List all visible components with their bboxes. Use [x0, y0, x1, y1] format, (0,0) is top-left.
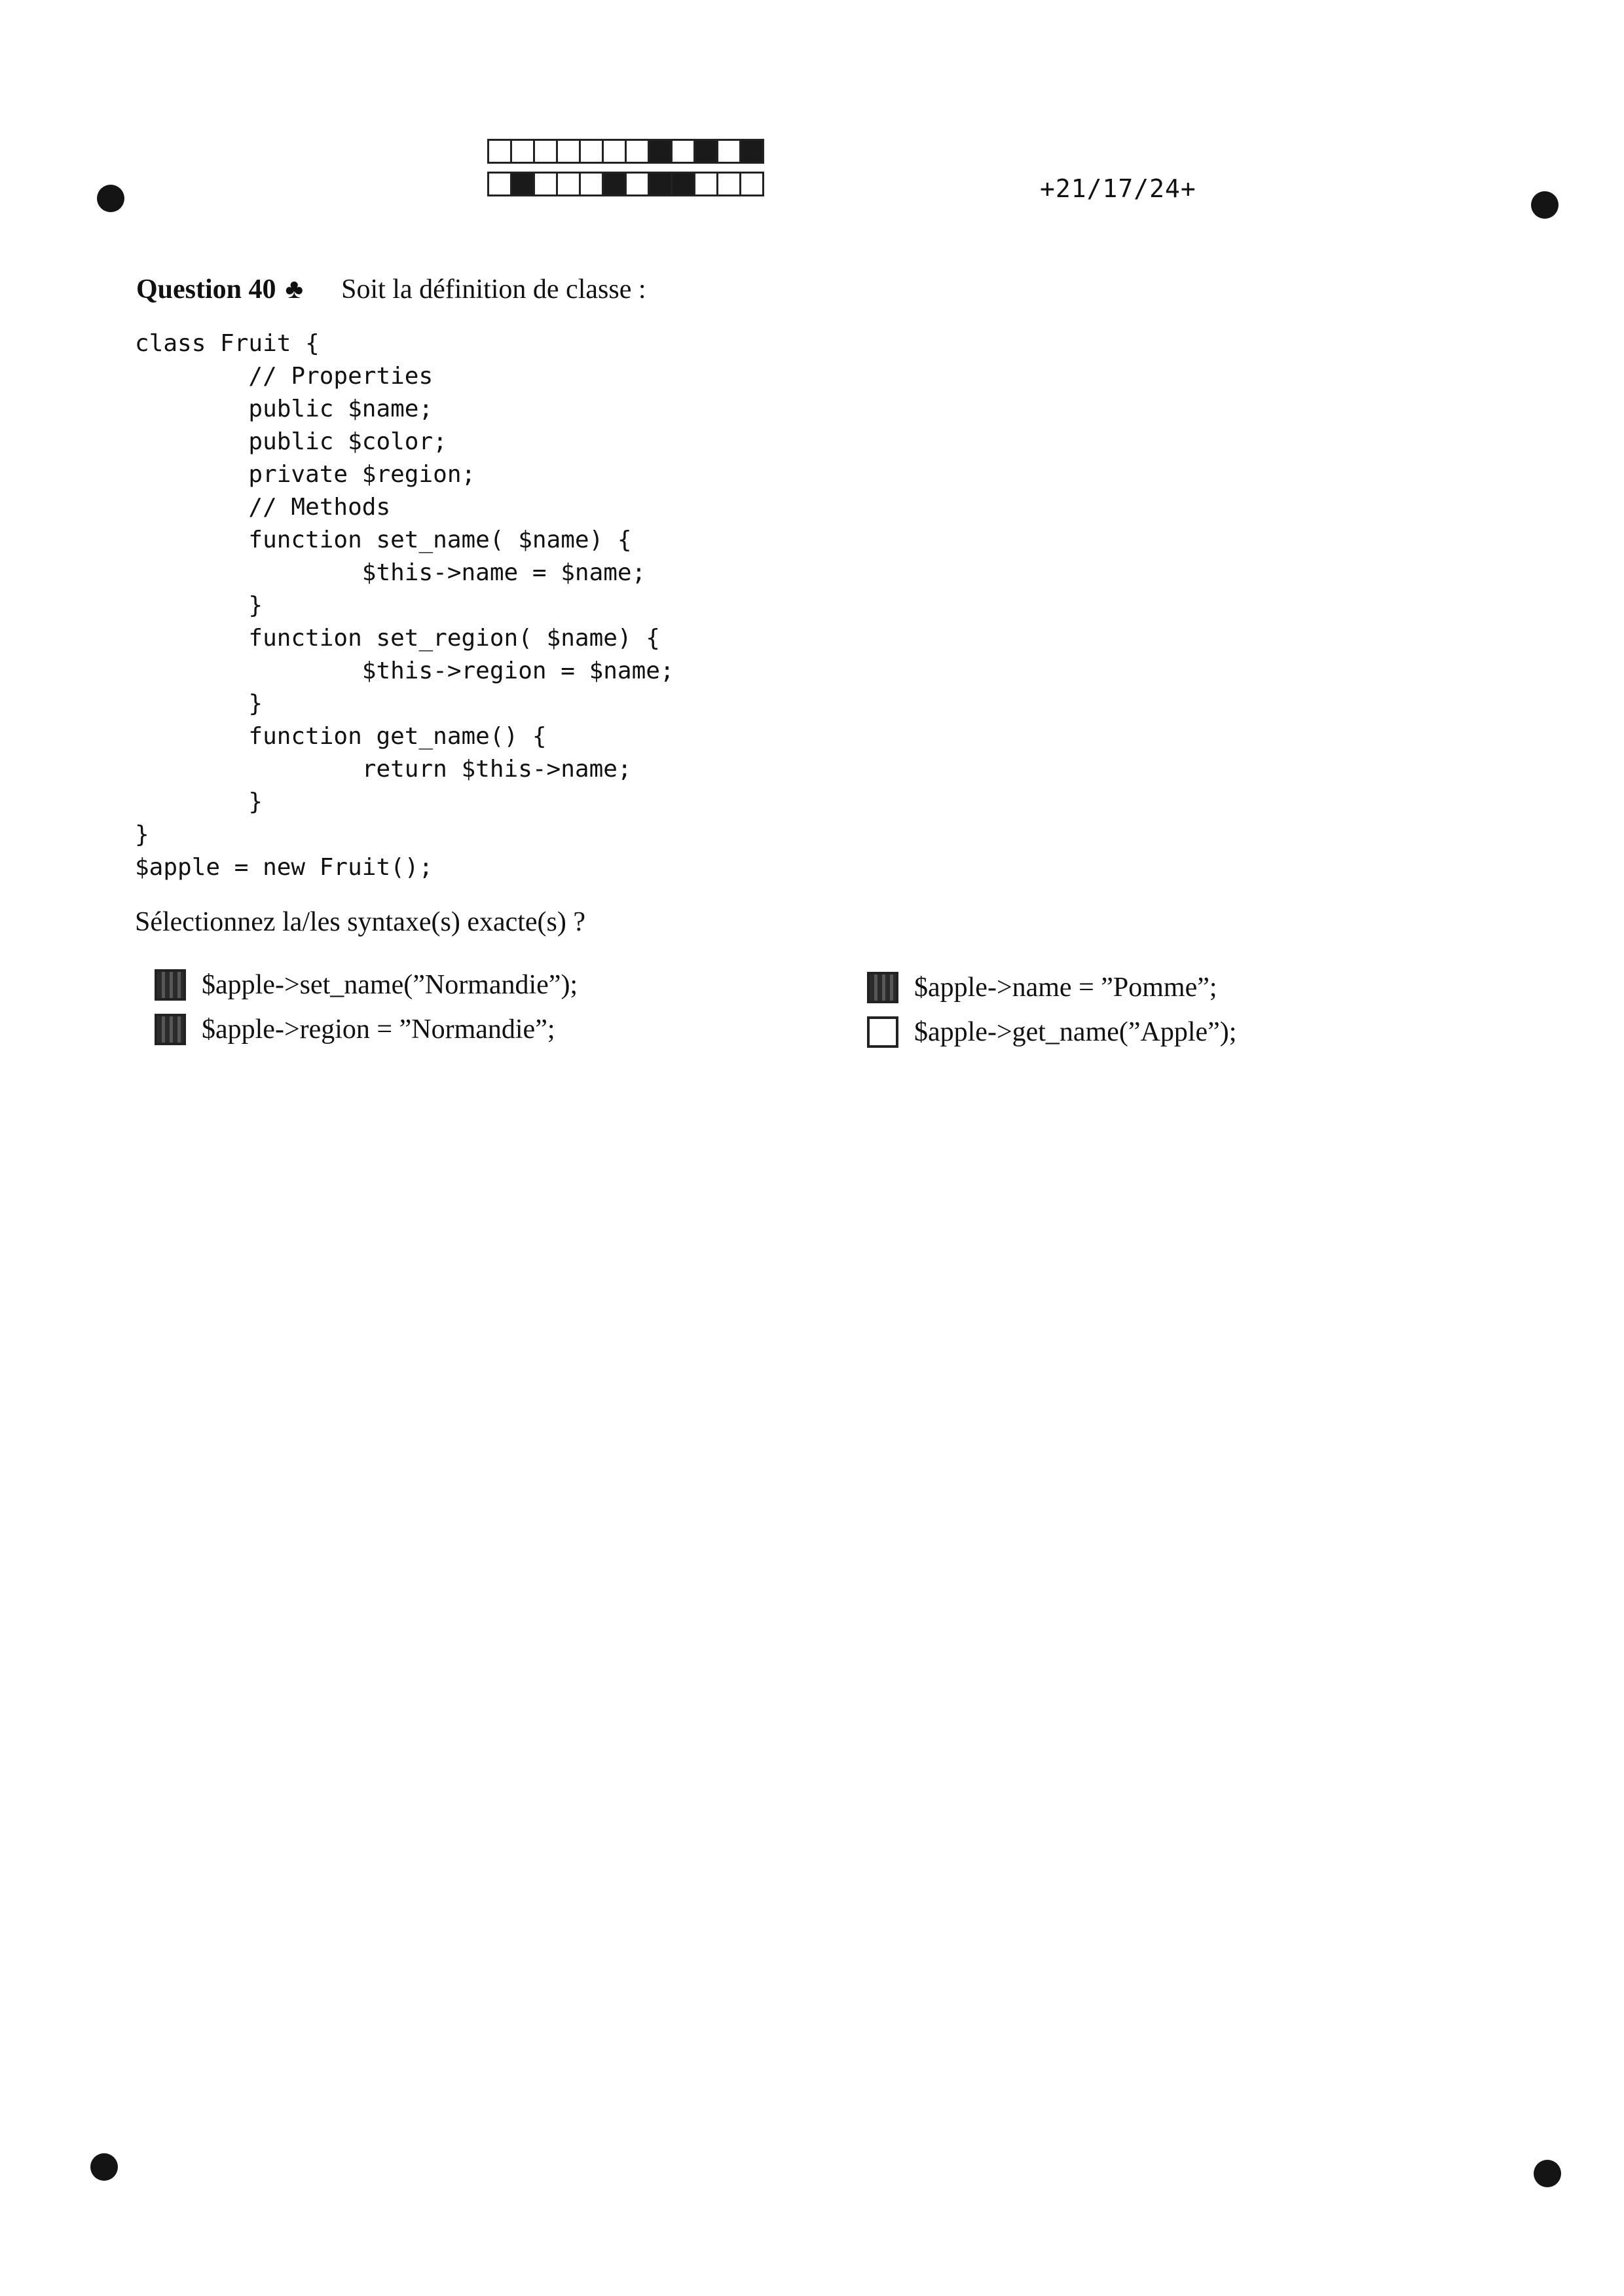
- id-code-cell: [487, 172, 512, 196]
- id-code-cell: [625, 172, 650, 196]
- code-line: public $name;: [135, 396, 434, 422]
- question-title: Question 40: [136, 274, 276, 305]
- code-line: function get_name() {: [135, 723, 547, 750]
- id-code-cell: [556, 172, 581, 196]
- answer-label: $apple->set_name(”Normandie”);: [202, 970, 578, 1000]
- answer-label: $apple->get_name(”Apple”);: [914, 1017, 1237, 1047]
- code-line: $apple = new Fruit();: [135, 854, 434, 881]
- id-code-cell: [602, 172, 627, 196]
- id-code-cell: [579, 139, 604, 164]
- id-code-cell: [533, 139, 558, 164]
- student-id-code-row-1: [487, 139, 762, 164]
- id-code-cell: [739, 139, 764, 164]
- student-id-code-row-2: [487, 172, 762, 196]
- code-line: }: [135, 592, 263, 619]
- code-line: // Methods: [135, 494, 391, 521]
- id-code-cell: [671, 139, 695, 164]
- code-line: }: [135, 821, 149, 848]
- id-code-cell: [602, 139, 627, 164]
- question-prompt: Soit la définition de classe :: [341, 274, 646, 305]
- id-code-cell: [739, 172, 764, 196]
- id-code-cell: [510, 139, 535, 164]
- code-line: $this->region = $name;: [135, 657, 674, 684]
- code-line: // Properties: [135, 363, 434, 390]
- registration-mark-top-left: [97, 185, 124, 212]
- question-header: [136, 274, 646, 305]
- id-code-cell: [648, 172, 673, 196]
- id-code-cell: [716, 172, 741, 196]
- id-code-cell: [510, 172, 535, 196]
- code-line: $this->name = $name;: [135, 559, 646, 586]
- id-code-cell: [533, 172, 558, 196]
- id-code-cell: [693, 139, 718, 164]
- id-code-cell: [487, 139, 512, 164]
- code-block: [135, 327, 674, 884]
- answer-checkbox[interactable]: [155, 969, 186, 1001]
- answer-checkbox[interactable]: [155, 1014, 186, 1045]
- answer-label: $apple->region = ”Normandie”;: [202, 1014, 555, 1045]
- answer-choice[interactable]: [155, 1014, 555, 1045]
- registration-mark-bottom-right: [1534, 2160, 1561, 2187]
- id-code-cell: [693, 172, 718, 196]
- id-code-cell: [625, 139, 650, 164]
- answer-checkbox[interactable]: [867, 972, 898, 1003]
- page-code: +21/17/24+: [1040, 174, 1196, 203]
- code-line: return $this->name;: [135, 756, 632, 783]
- code-line: public $color;: [135, 428, 447, 455]
- id-code-cell: [671, 172, 695, 196]
- code-line: }: [135, 788, 263, 815]
- question-instruction: Sélectionnez la/les syntaxe(s) exacte(s) ?: [135, 907, 586, 937]
- registration-mark-top-right: [1531, 191, 1559, 219]
- code-line: function set_name( $name) {: [135, 527, 632, 553]
- club-icon: ♣: [285, 274, 304, 305]
- code-line: }: [135, 690, 263, 717]
- answer-choice[interactable]: [155, 969, 578, 1001]
- registration-mark-bottom-left: [90, 2153, 118, 2181]
- answer-label: $apple->name = ”Pomme”;: [914, 972, 1217, 1003]
- code-line: class Fruit {: [135, 330, 320, 357]
- code-line: private $region;: [135, 461, 476, 488]
- answer-choice[interactable]: [867, 972, 1217, 1003]
- id-code-cell: [716, 139, 741, 164]
- answer-choice[interactable]: [867, 1016, 1236, 1048]
- answer-checkbox[interactable]: [867, 1016, 898, 1048]
- id-code-cell: [579, 172, 604, 196]
- id-code-cell: [648, 139, 673, 164]
- id-code-cell: [556, 139, 581, 164]
- code-line: function set_region( $name) {: [135, 625, 660, 652]
